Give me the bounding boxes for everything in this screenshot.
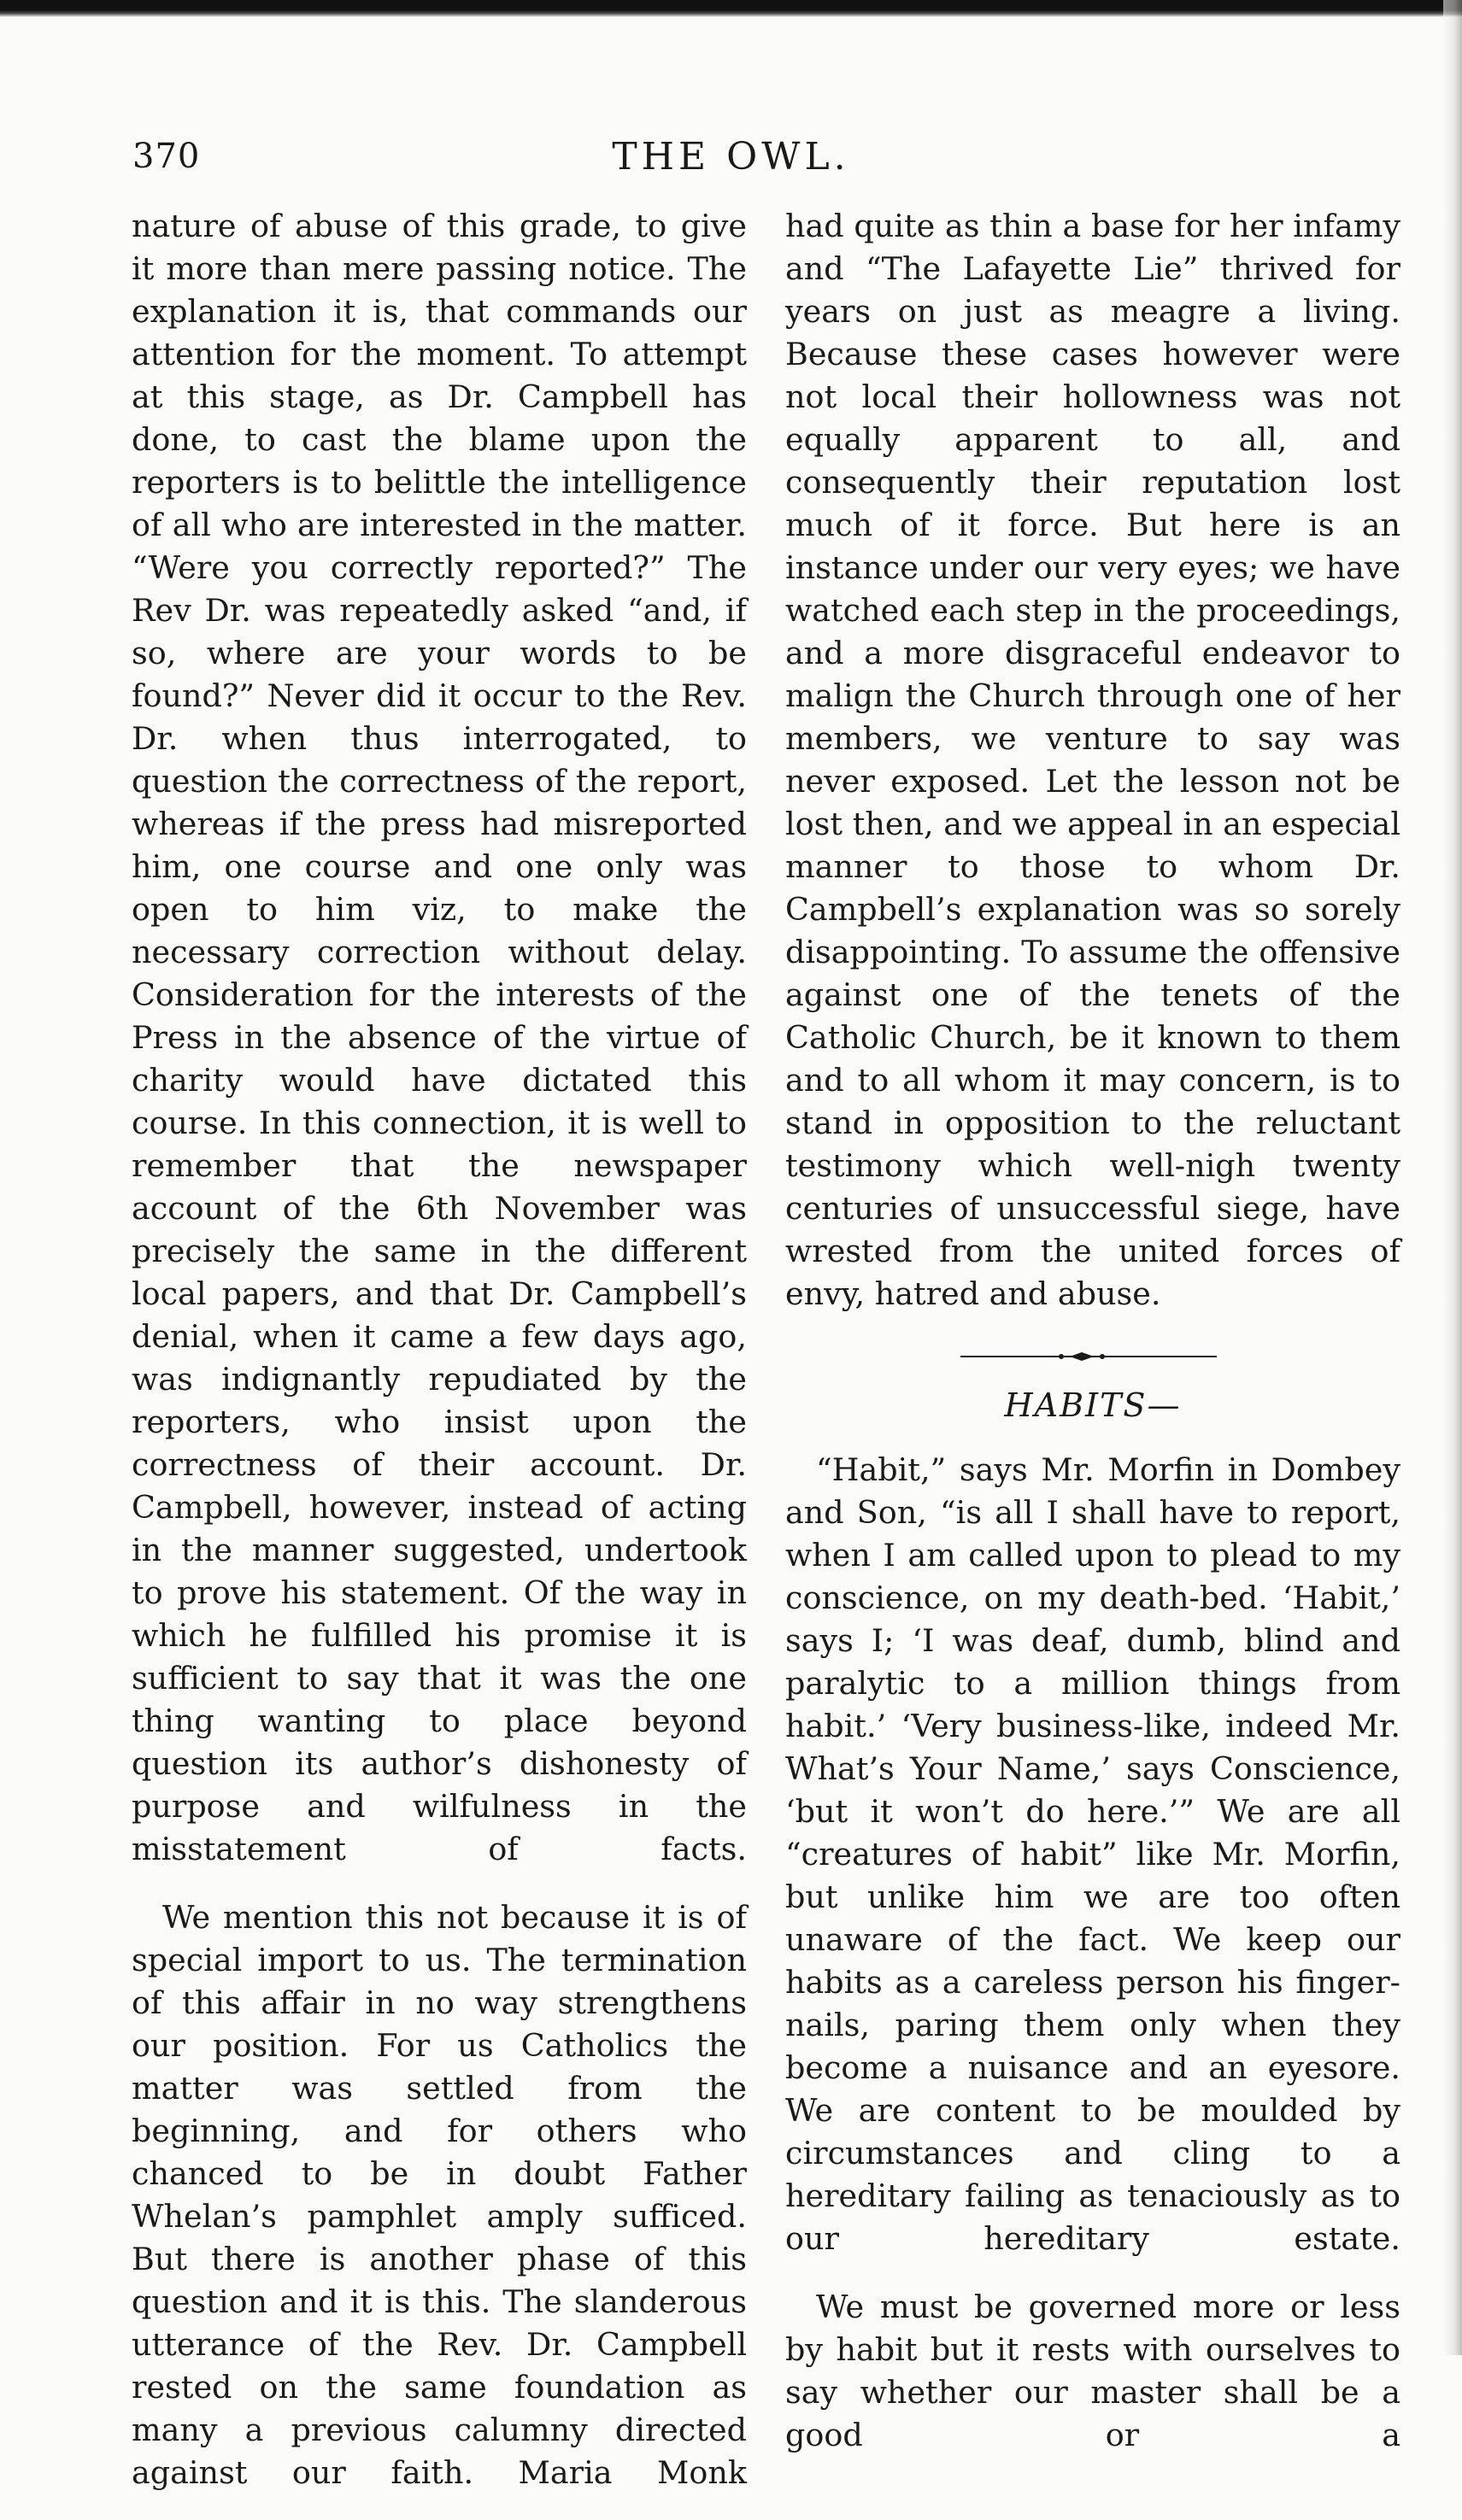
left-paragraph-1: nature of abuse of this grade, to give it more than mere passing notice. The explanation it is, that commands our attention for the moment. To attempt at this stage, as Dr. Campbell has done, to cast the blame upon the reporters is to belittle the intelligence of all who are interested in the matter. “Were you correctly reported?” The Rev Dr. was repeatedly asked “and, if so, where are your words to be found?” Never did it occur to the Rev. Dr. when thus interrogated, to question the correctness of the report, whereas if the press had misreported him, one course and one only was open to him viz, to make the necessary correction without delay. Consideration for the interests of the Press in the absence of the virtue of charity would have dictated this course. In this connection, it is well to remember that the newspaper account of the 6th November was precisely the same in the different local papers, and that Dr. Campbell’s denial, when it came a few days ago, was indignantly repudiated by the reporters, who insist upon the correctness of their account. Dr. Campbell, however, instead of acting in the manner suggested, undertook to prove his statement. Of the way in which he fulfilled his promise it is sufficient to say that it was the one thing wanting to place beyond question its author’s dishonesty of purpose and wilfulness in the misstatement of facts. (132, 208, 747, 1867)
right-column (785, 205, 1400, 2482)
page-top-edge (0, 0, 1462, 17)
section-divider (785, 1341, 1400, 1372)
page-right-edge (1443, 0, 1462, 2355)
page-number: 370 (132, 137, 201, 176)
right-paragraph-3: We must be governed more or less by habit but it rests with ourselves to say whether our master shall be a good or a (785, 2289, 1400, 2453)
right-paragraph-1: had quite as thin a base for her infamy and “The Lafayette Lie” thrived for years on just as meagre a living. Because these cases however were not local their hollowness was not equally apparent to all, and consequently their reputation lost much of it force. But here is an instance under our very eyes; we have watched each step in the proceedings, and a more disgraceful endeavor to malign the Church through one of her members, we venture to say was never exposed. Let the lesson not be lost then, and we appeal in an especial manner to those to whom Dr. Campbell’s explanation was so sorely disappointing. To assume the offensive against one of the tenets of the Catholic Church, be it known to them and to all whom it may concern, is to stand in opposition to the reluctant testimony which well-nigh twenty centuries of unsuccessful siege, have wrested from the united forces of envy, hatred and abuse. (785, 208, 1400, 1312)
running-title: THE OWL. (612, 135, 850, 179)
left-column (132, 205, 747, 2520)
right-paragraph-2: “Habit,” says Mr. Morfin in Dombey and Son, “is all I shall have to report, when I am called upon to plead to my conscience, on my death-bed. ‘Habit,’ says I; ‘I was deaf, dumb, blind and paralytic to a million things from habit.’ ‘Very business-like, indeed Mr. What’s Your Name,’ says Conscience, ‘but it won’t do here.’” We are all “creatures of habit” like Mr. Morfin, but unlike him we are too often unaware of the fact. We keep our habits as a careless person his finger-nails, paring them only when they become a nuisance and an eyesore. We are content to be moulded by circumstances and cling to a hereditary failing as tenaciously as to our hereditary estate. (785, 1451, 1400, 2257)
section-heading: HABITS— (1004, 1386, 1182, 1424)
left-paragraph-2: We mention this not because it is of special import to us. The termination of this affair in no way strengthens our position. For us Catholics the matter was settled from the beginning, and for others who chanced to be in doubt Father Whelan’s pamphlet amply sufficed. But there is another phase of this question and it is this. The slanderous utterance of the Rev. Dr. Campbell rested on the same foundation as many a previous calumny directed against our faith. Maria Monk (132, 1899, 747, 2491)
